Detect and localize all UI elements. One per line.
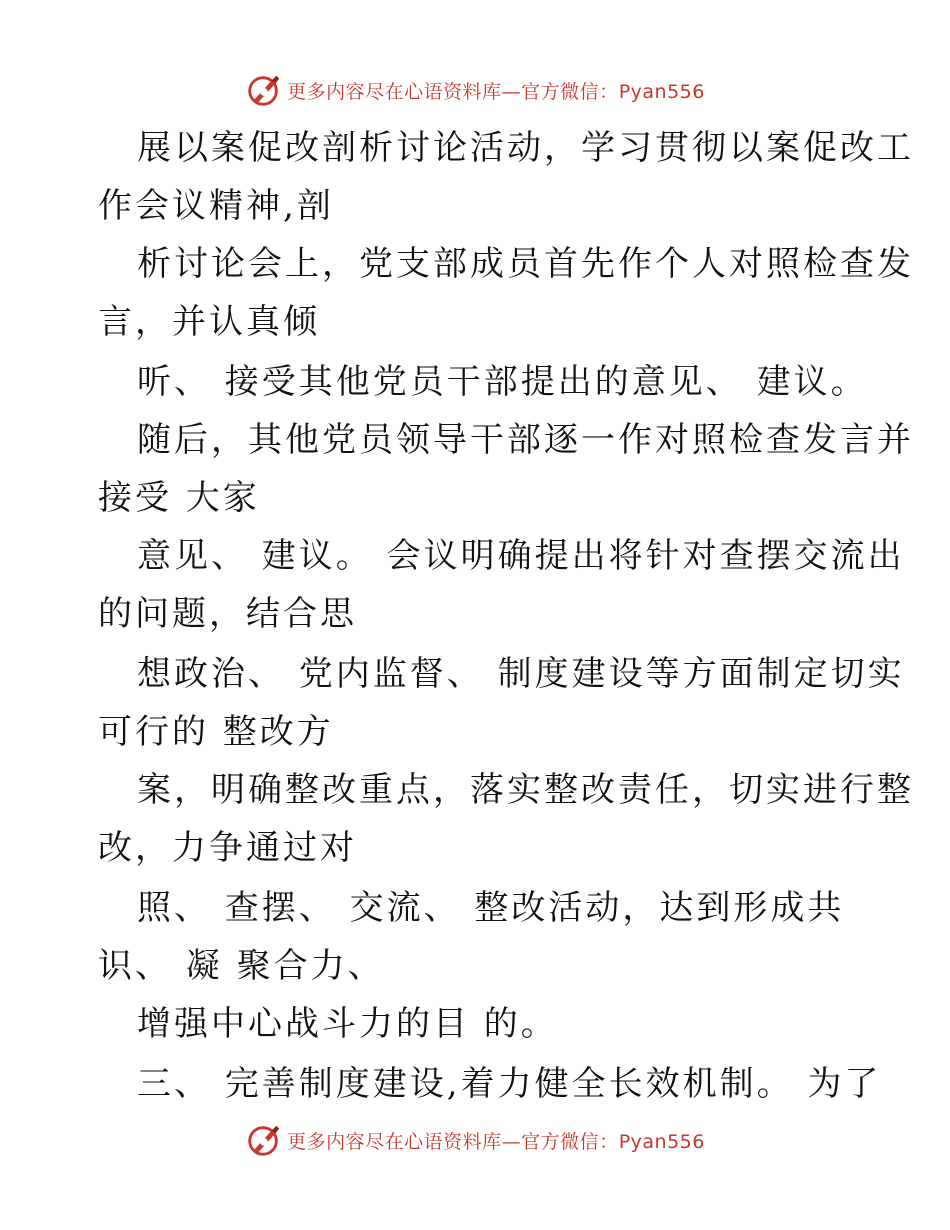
text-line: 随后，其他党员领导干部逐一作对照检查发言并 xyxy=(137,420,914,460)
text-line: 想政治、 党内监督、 制度建设等方面制定切实 xyxy=(137,654,905,694)
logo-pen-icon xyxy=(245,1121,283,1159)
banner-wechat-id: Pyan556 xyxy=(618,1130,705,1153)
banner-main-text: 更多内容尽在心语资料库 xyxy=(287,80,502,103)
banner-separator: — xyxy=(501,1130,522,1153)
text-line: 的问题，结合思 xyxy=(98,594,357,634)
text-line: 案，明确整改重点，落实整改责任，切实进行整 xyxy=(137,770,914,810)
text-line: 意见、 建议。 会议明确提出将针对查摆交流出 xyxy=(137,536,905,576)
text-line: 展以案促改剖析讨论活动，学习贯彻以案促改工 xyxy=(137,128,914,168)
text-line: 言，并认真倾 xyxy=(98,302,320,342)
text-line: 析讨论会上，党支部成员首先作个人对照检查发 xyxy=(137,244,914,284)
text-line: 作会议精神,剖 xyxy=(98,186,334,226)
text-line: 三、 完善制度建设,着力健全长效机制。 为了 xyxy=(137,1064,882,1104)
text-line: 接受 大家 xyxy=(98,478,260,518)
header-watermark-banner xyxy=(0,68,950,112)
text-line: 听、 接受其他党员干部提出的意见、 建议。 xyxy=(137,362,868,402)
banner-separator: — xyxy=(501,80,522,103)
text-line: 增强中心战斗力的目 的。 xyxy=(137,1004,558,1044)
text-line: 识、 凝 聚合力、 xyxy=(98,946,385,986)
text-line: 照、 查摆、 交流、 整改活动，达到形成共 xyxy=(137,888,845,928)
banner-text xyxy=(287,77,705,104)
logo-pen-icon xyxy=(245,71,283,109)
banner-text xyxy=(287,1127,705,1154)
banner-main-text: 更多内容尽在心语资料库 xyxy=(287,1130,502,1153)
footer-watermark-banner xyxy=(0,1118,950,1162)
text-line: 改，力争通过对 xyxy=(98,828,357,868)
banner-wechat-id: Pyan556 xyxy=(618,80,705,103)
banner-official-label: 官方微信： xyxy=(521,1130,619,1153)
banner-official-label: 官方微信： xyxy=(521,80,619,103)
text-line: 可行的 整改方 xyxy=(98,712,334,752)
